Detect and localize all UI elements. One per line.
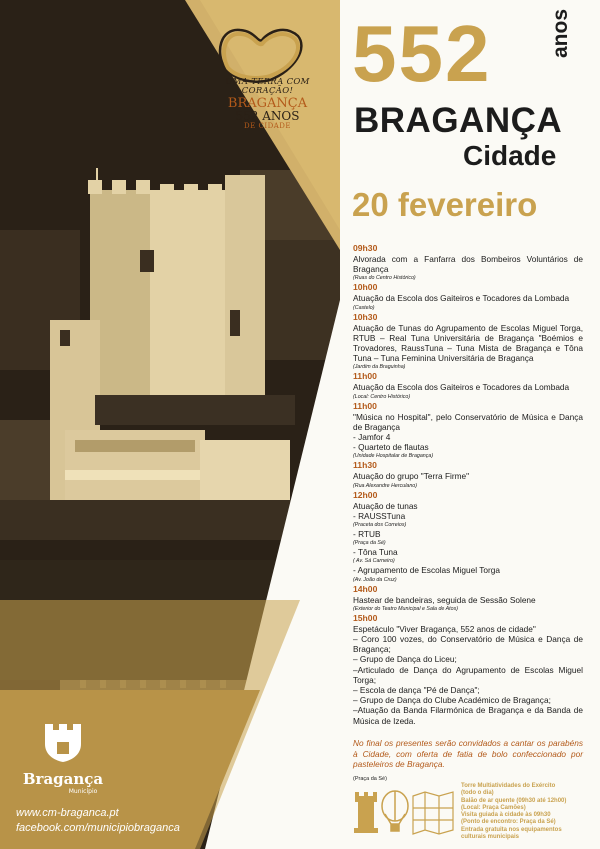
program-item bbox=[353, 613, 583, 634]
logo-tagline bbox=[200, 78, 335, 130]
program-time: 11h00 bbox=[353, 371, 377, 382]
program-time: 14h00 bbox=[353, 583, 378, 594]
program-description: Atuação de Tunas do Agrupamento de Escolas Miguel Torga, RTUB – Real Tuna Universitária de Bragança "Boémios e Trovadores, RaussTuna – Tuna Mista de Bragança e Tôna Tuna – Tuna Feminina Universitária de Bragança bbox=[353, 322, 583, 364]
program-location: (Praça da Sé) bbox=[353, 540, 386, 547]
hot-air-balloon-icon bbox=[382, 791, 408, 831]
program-time: 11h00 bbox=[353, 400, 377, 411]
program-description: - Jamfor 4 bbox=[353, 432, 391, 443]
program-description: - Agrupamento de Escolas Miguel Torga bbox=[353, 565, 500, 576]
program-location: (Local: Centro Histórico) bbox=[353, 393, 411, 400]
program-list bbox=[353, 243, 583, 726]
extra-activities bbox=[461, 783, 591, 841]
program-item bbox=[353, 442, 583, 460]
brand-name: Bragança bbox=[22, 770, 104, 788]
brand-sub: Município bbox=[68, 788, 98, 795]
extra-line: Visita guiada à cidade às 09h30 bbox=[461, 812, 551, 819]
program-description: – Grupo de Dança do Clube Académico de Bragança; bbox=[353, 695, 551, 706]
program-item bbox=[353, 529, 583, 547]
program-item bbox=[353, 685, 583, 695]
program-location: (Exterior do Teatro Municipal e Sala de Atos) bbox=[353, 605, 459, 612]
program-item bbox=[353, 634, 583, 654]
program-description: Atuação do grupo "Terra Firme" bbox=[353, 471, 470, 482]
program-description: –Articulado de Dança do Agrupamento de Escolas Miguel Torga; bbox=[353, 664, 583, 685]
program-description: Espetáculo "Viver Bragança, 552 anos de cidade" bbox=[353, 623, 536, 634]
program-description: Atuação da Escola dos Gaiteiros e Tocadores da Lombada bbox=[353, 293, 570, 304]
program-time: 10h30 bbox=[353, 311, 378, 322]
program-item bbox=[353, 401, 583, 432]
program-description: – Grupo de Dança do Liceu; bbox=[353, 654, 457, 665]
anniversary-anos: anos bbox=[549, 8, 572, 58]
program-item bbox=[353, 547, 583, 565]
extra-line: (Ponto de encontro: Praça da Sé) bbox=[461, 819, 556, 826]
tower-icon bbox=[354, 792, 378, 833]
program-time: 11h30 bbox=[353, 460, 377, 471]
program-item bbox=[353, 243, 583, 282]
program-item bbox=[353, 312, 583, 372]
web-links bbox=[16, 806, 180, 836]
extra-line: Balão de ar quente (09h30 até 12h00) bbox=[461, 797, 567, 804]
footer-location: (Praça da Sé) bbox=[353, 776, 387, 782]
logo-tagline-text: UMA TERRA COM CORAÇÃO! bbox=[225, 77, 310, 96]
program-item bbox=[353, 584, 583, 613]
logo-sub: DE CIDADE bbox=[244, 122, 291, 131]
extra-line: (Local: Praça Camões) bbox=[461, 804, 526, 811]
program-description: – Escola de dança "Pé de Dança"; bbox=[353, 685, 480, 696]
program-description: Atuação de tunas bbox=[353, 500, 418, 511]
city-subtitle: Cidade bbox=[463, 140, 557, 171]
program-item bbox=[353, 511, 583, 529]
extra-line: culturais municipais bbox=[461, 834, 520, 841]
program-description: Hastear de bandeiras, seguida de Sessão Solene bbox=[353, 594, 536, 605]
program-location: (Jardim da Braguinha) bbox=[353, 364, 406, 371]
program-description: "Música no Hospital", pelo Conservatório de Música e Dança de Bragança bbox=[353, 411, 583, 432]
program-location: ( Av. Sá Carneiro) bbox=[353, 558, 395, 565]
municipality-logo bbox=[18, 720, 108, 795]
castle-crown-icon bbox=[41, 720, 85, 764]
program-item bbox=[353, 371, 583, 400]
program-time: 15h00 bbox=[353, 612, 378, 623]
website-link[interactable]: www.cm-braganca.pt bbox=[16, 807, 119, 819]
program-item bbox=[353, 565, 583, 583]
program-description: - RAUSSTuna bbox=[353, 510, 406, 521]
extra-line: (todo o dia) bbox=[461, 790, 494, 797]
program-time: 09h30 bbox=[353, 243, 378, 253]
city-map-icon bbox=[413, 792, 453, 834]
extra-line: Entrada gratuita nos equipamentos bbox=[461, 826, 562, 833]
program-description: – Coro 100 vozes, do Conservatório de Música e Dança de Bragança; bbox=[353, 634, 583, 655]
program-location: (Unidade Hospitalar de Bragança) bbox=[353, 453, 434, 460]
program-description: - Quarteto de flautas bbox=[353, 442, 429, 453]
program-description: –Atuação da Banda Filarmónica de Bragança e da Banda de Música de Izeda. bbox=[353, 705, 583, 726]
program-description: Alvorada com a Fanfarra dos Bombeiros Voluntários de Bragança bbox=[353, 254, 583, 275]
event-date: 20 fevereiro bbox=[352, 186, 538, 223]
program-item bbox=[353, 654, 583, 664]
program-item bbox=[353, 665, 583, 685]
program-description: - RTUB bbox=[353, 529, 381, 540]
program-item bbox=[353, 432, 583, 442]
program-item bbox=[353, 705, 583, 725]
program-item bbox=[353, 460, 583, 489]
logo-years: 552 ANOS bbox=[235, 109, 300, 124]
program-description: Atuação da Escola dos Gaiteiros e Tocadores da Lombada bbox=[353, 382, 570, 393]
logo-city: BRAGANÇA bbox=[227, 95, 308, 111]
activity-icons bbox=[353, 790, 458, 835]
program-location: (Rua Alexandre Herculano) bbox=[353, 482, 417, 489]
program-item bbox=[353, 695, 583, 705]
closing-note: No final os presentes serão convidados a cantar os parabéns à Cidade, com oferta de fatia de bolo confeccionado por pasteleiros de Bragança. bbox=[353, 738, 583, 769]
program-location: (Castelo) bbox=[353, 304, 375, 311]
extra-line: Torre Multiatividades do Exército bbox=[461, 783, 556, 789]
program-time: 12h00 bbox=[353, 489, 378, 500]
program-location: (Ruas do Centro Histórico) bbox=[353, 275, 416, 282]
program-item bbox=[353, 282, 583, 311]
anniversary-number: 552 bbox=[352, 9, 492, 98]
program-time: 10h00 bbox=[353, 282, 378, 293]
program-location: (Av. João da Cruz) bbox=[353, 576, 397, 583]
program-location: (Praceta dos Correios) bbox=[353, 522, 407, 529]
facebook-link[interactable]: facebook.com/municipiobraganca bbox=[16, 822, 180, 834]
program-description: - Tôna Tuna bbox=[353, 547, 398, 558]
city-title: BRAGANÇA bbox=[354, 101, 563, 140]
program-item bbox=[353, 490, 583, 511]
